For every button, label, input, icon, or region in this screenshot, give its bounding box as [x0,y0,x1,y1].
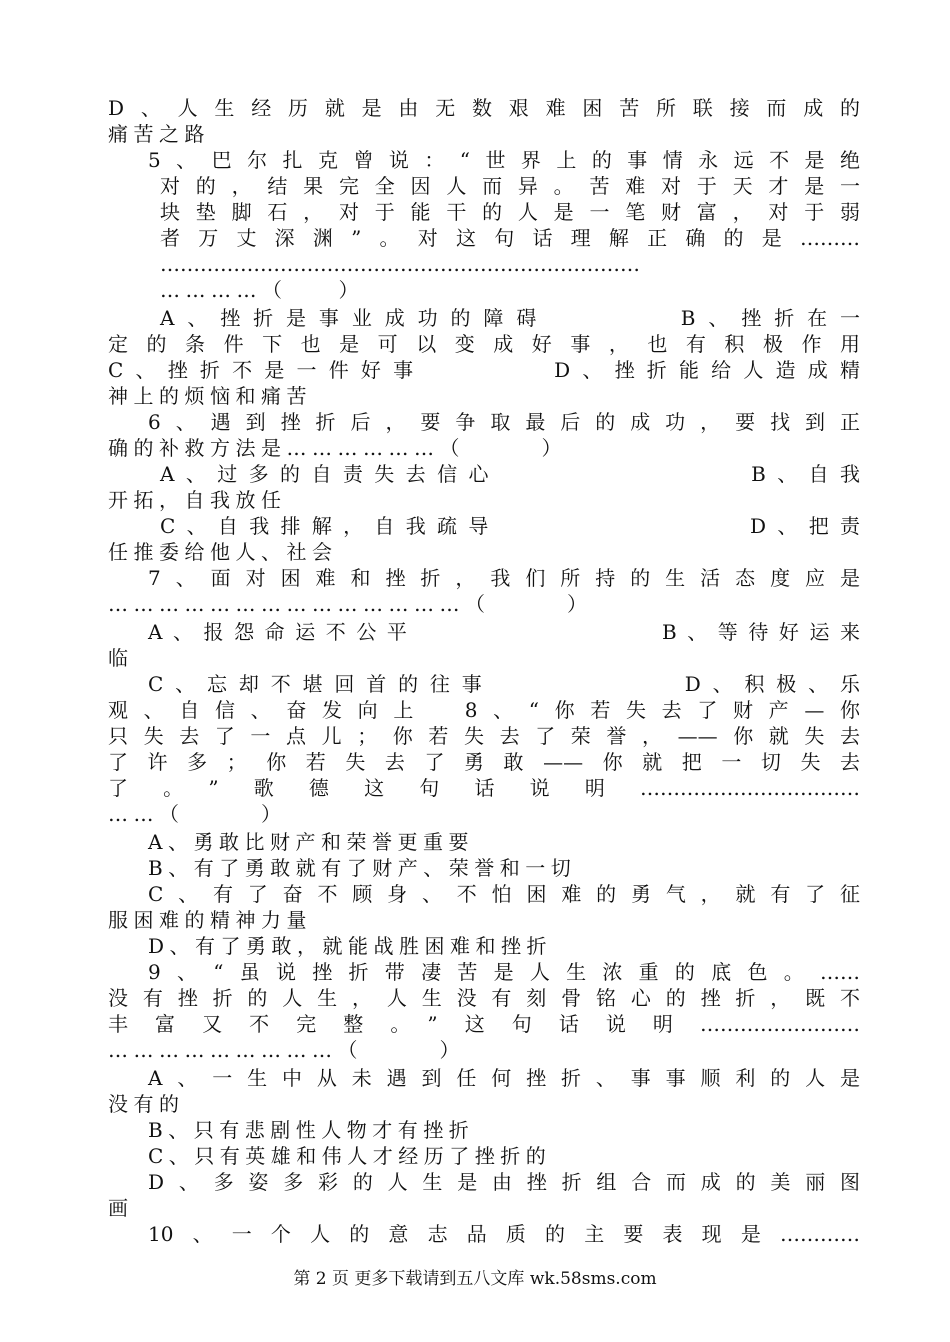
question-5-line-1: 5、巴尔扎克曾说：“世界上的事情永远不是绝 [148,148,860,172]
question-9-line-1: 9、“虽说挫折带凄苦是人生浓重的底色。…… [148,960,860,984]
question-5-answer-blank: …………（ ） [160,278,364,302]
question-6-option-b-cont: 开拓，自我放任 [108,488,287,512]
text-line-1: D、人生经历就是由无数艰难困苦所联接而成的 [108,96,860,120]
question-6-option-d-cont: 任推委给他人、社会 [108,540,338,564]
question-8-line-4: 了。”歌德这句话说明…………………………… [108,776,860,800]
question-9-option-b: B、只有悲剧性人物才有挫折 [148,1118,475,1142]
question-7-option-b-cont: 临 [108,646,134,670]
question-9-option-c: C、只有英雄和伟人才经历了挫折的 [148,1144,552,1168]
question-10-line-1: 10、一个人的意志品质的主要表现是………… [148,1222,860,1246]
question-9-answer-blank: ………………………（ ） [108,1038,465,1062]
question-8-answer-blank: ……（ ） [108,802,287,826]
question-7-options-cd: C、忘却不堪回首的往事 D、积极、乐 [148,672,860,696]
question-6-options-ab: A、过多的自责失去信心 B、自我 [160,462,860,486]
question-5-options-ab: A、挫折是事业成功的障碍 B、挫折在一 [160,306,860,330]
question-8-option-c: C、有了奋不顾身、不怕困难的勇气，就有了征 [148,882,860,906]
question-8-line-1: 观、自信、奋发向上 8、“你若失去了财产—你 [108,698,860,722]
question-8-line-3: 了许多；你若失去了勇敢——你就把一切失去 [108,750,860,774]
question-5-line-3: 块垫脚石，对于能干的人是一笔财富，对于弱 [160,200,860,224]
question-5-options-cd: C、挫折不是一件好事 D、挫折能给人造成精 [108,358,860,382]
question-9-option-d-cont: 画 [108,1196,134,1220]
question-5-line-2: 对的，结果完全因人而异。苦难对于天才是一 [160,174,860,198]
question-5-line-5: ……………………………………………………………… [160,252,640,276]
question-6-line-1: 6、遇到挫折后，要争取最后的成功，要找到正 [148,410,860,434]
question-6-line-2: 确的补救方法是………………（ ） [108,436,567,460]
question-8-option-a: A、勇敢比财产和荣誉更重要 [148,830,474,854]
question-7-answer-blank: ……………………………………（ ） [108,592,593,616]
question-7-line-1: 7、面对困难和挫折，我们所持的生活态度应是 [148,566,860,590]
question-9-line-2: 没有挫折的人生，人生没有刻骨铭心的挫折，既不 [108,986,860,1010]
question-8-option-b: B、有了勇敢就有了财产、荣誉和一切 [148,856,577,880]
question-6-options-cd: C、自我排解，自我疏导 D、把责 [160,514,860,538]
page-footer: 第 2 页 更多下载请到五八文库 wk.58sms.com [293,1269,657,1289]
question-5-line-4: 者万丈深渊”。对这句话理解正确的是……… [160,226,860,250]
question-7-options-ab: A、报怨命运不公平 B、等待好运来 [148,620,860,644]
question-9-option-a: A、一生中从未遇到任何挫折、事事顺利的人是 [148,1066,860,1090]
question-9-line-3: 丰富又不完整。”这句话说明…………………… [108,1012,860,1036]
question-9-option-a-cont: 没有的 [108,1092,185,1116]
text-line-2: 痛苦之路 [108,122,210,146]
question-8-option-d: D、有了勇敢，就能战胜困难和挫折 [148,934,553,958]
question-5-option-b-cont: 定的条件下也是可以变成好事，也有积极作用 [108,332,860,356]
question-9-option-d: D、多姿多彩的人生是由挫折组合而成的美丽图 [148,1170,860,1194]
question-8-line-2: 只失去了一点儿；你若失去了荣誉，——你就失去 [108,724,860,748]
question-8-option-c-cont: 服困难的精神力量 [108,908,312,932]
question-5-option-d-cont: 神上的烦恼和痛苦 [108,384,312,408]
